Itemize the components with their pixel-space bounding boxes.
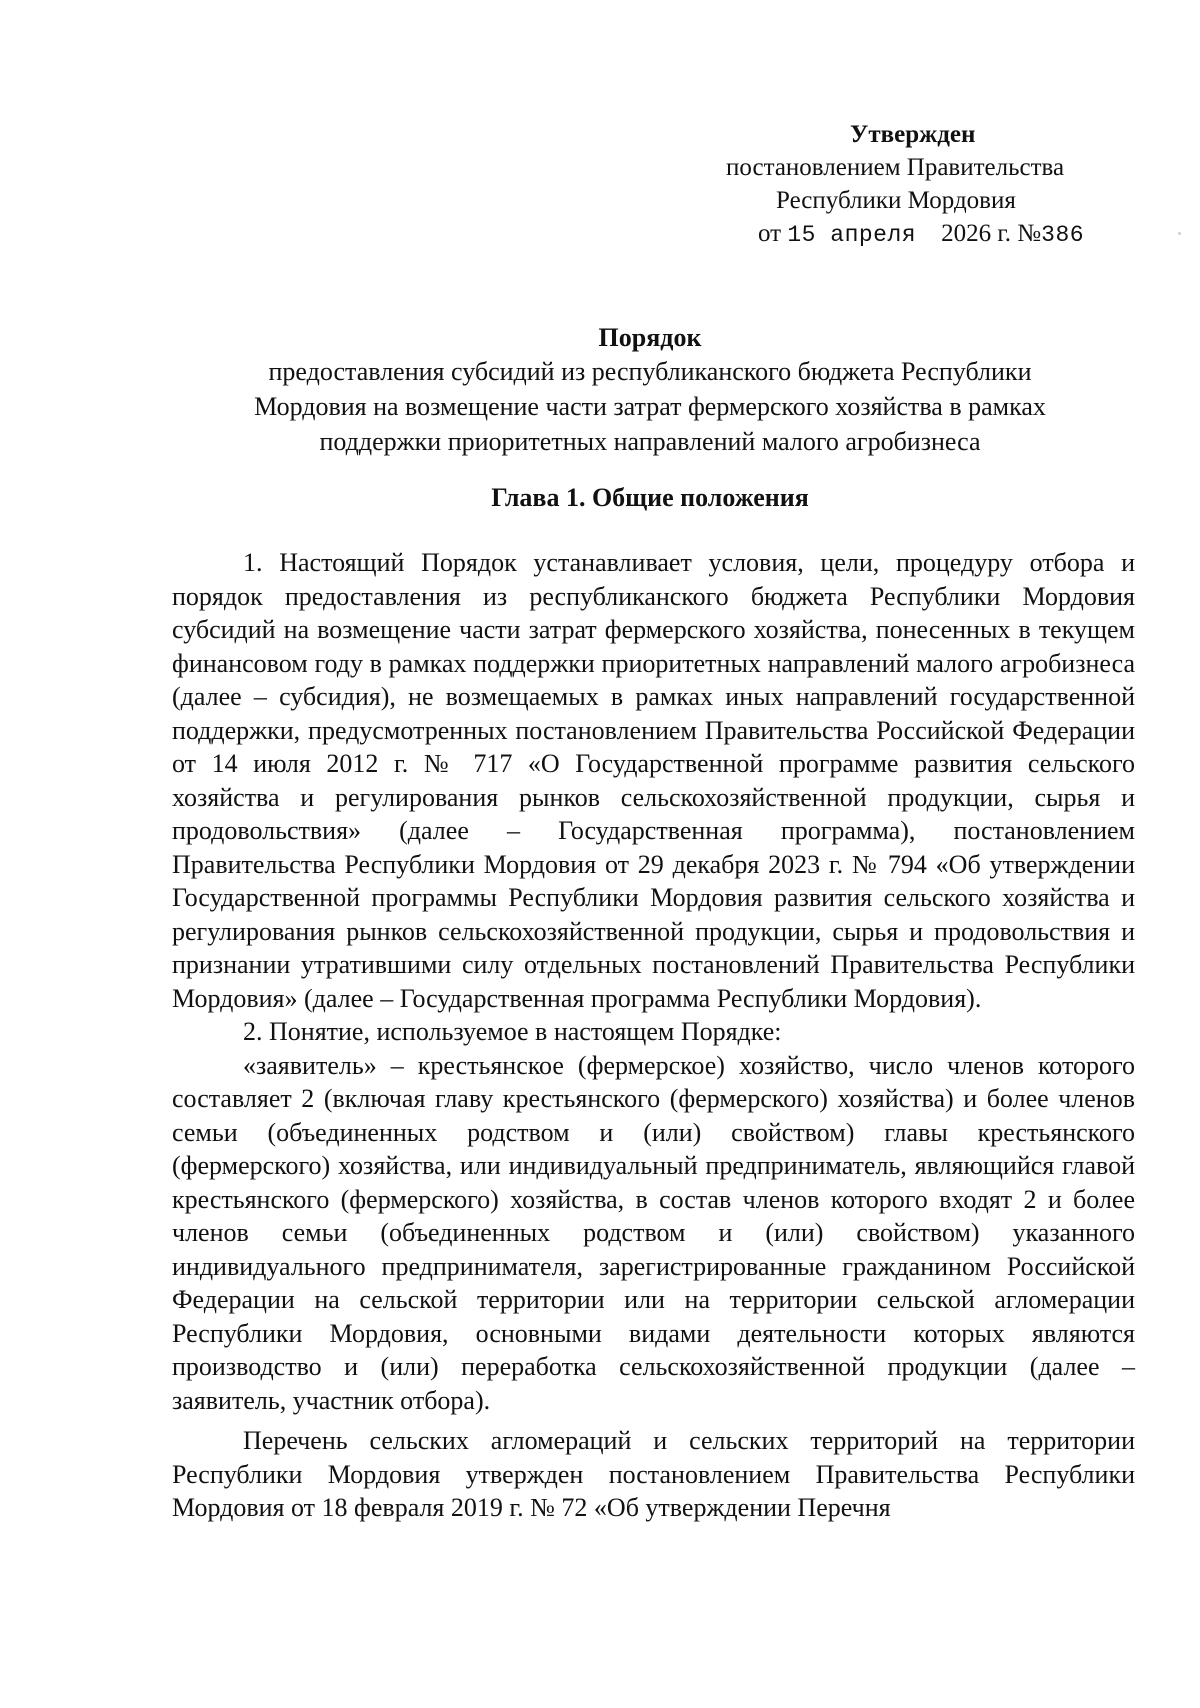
scan-dot <box>1178 232 1181 235</box>
subtitle-line-3: поддержки приоритетных направлений малого агробизнеса <box>319 427 981 456</box>
date-prefix: от <box>758 220 782 247</box>
document-subtitle <box>140 354 1160 459</box>
approval-decree-line: постановлением Правительства <box>726 154 1065 181</box>
paragraph-definition: «заявитель» – крестьянское (фермерское) хозяйство, число членов которого составляет 2 (включая главу крестьянского (фермерского) хозяйства) и более членов семьи (объединенных родством и (или) свойством) главы крестьянского (фермерского) хозяйства, или индивидуальный предприниматель, являющийся главой крестьянского (фермерского) хозяйства, в состав членов которого входят 2 и более членов семьи (объединенных родством и (или) свойством) указанного индивидуального предпринимателя, зарегистрированные гражданином Российской Федерации на сельской территории или на территории сельской агломерации Республики Мордовия, основными видами деятельности которых являются производство и (или) переработка сельскохозяйственной продукции (далее – заявитель, участник отбора). <box>172 1050 1135 1415</box>
subtitle-line-1: предоставления субсидий из республиканского бюджета Республики <box>268 357 1032 386</box>
decree-number: 386 <box>1041 222 1085 248</box>
approval-republic-line: Республики Мордовия <box>776 187 1016 214</box>
approval-date-line <box>700 217 1160 252</box>
date-value: 15 апреля <box>787 222 917 248</box>
document-body <box>172 546 1135 1525</box>
number-sign: № <box>1017 220 1042 247</box>
paragraph-list-reference: Перечень сельских агломераций и сельских территорий на территории Республики Мордовия утвержден постановлением Правительства Республики Мордовия от 18 февраля 2019 г. № 72 «Об утверждении Перечня <box>172 1426 1135 1522</box>
subtitle-line-2: Мордовия на возмещение части затрат фермерского хозяйства в рамках <box>254 392 1046 421</box>
approval-heading: Утвержден <box>850 121 976 148</box>
paragraph-2: 2. Понятие, используемое в настоящем Порядке: <box>243 1017 782 1046</box>
document-title: Порядок <box>598 323 702 352</box>
approval-stamp <box>700 118 1160 252</box>
date-year: 2026 г. <box>941 220 1012 247</box>
chapter-heading: Глава 1. Общие положения <box>491 483 809 512</box>
paragraph-1: 1. Настоящий Порядок устанавливает условия, цели, процедуру отбора и порядок предоставления из республиканского бюджета Республики Мордовия субсидий на возмещение части затрат фермерского хозяйства, понесенных в текущем финансовом году в рамках поддержки приоритетных направлений малого агробизнеса (далее – субсидия), не возмещаемых в рамках иных направлений государственной поддержки, предусмотренных постановлением Правительства Российской Федерации от 14 июля 2012 г. № 717 «О Государственной программе развития сельского хозяйства и регулирования рынков сельскохозяйственной продукции, сырья и продовольствия» (далее – Государственная программа), постановлением Правительства Республики Мордовия от 29 декабря 2023 г. № 794 «Об утверждении Государственной программы Республики Мордовия развития сельского хозяйства и регулирования рынков сельскохозяйственной продукции, сырья и продовольствия и признании утратившими силу отдельных постановлений Правительства Республики Мордовия» (далее – Государственная программа Республики Мордовия). <box>172 548 1135 1013</box>
